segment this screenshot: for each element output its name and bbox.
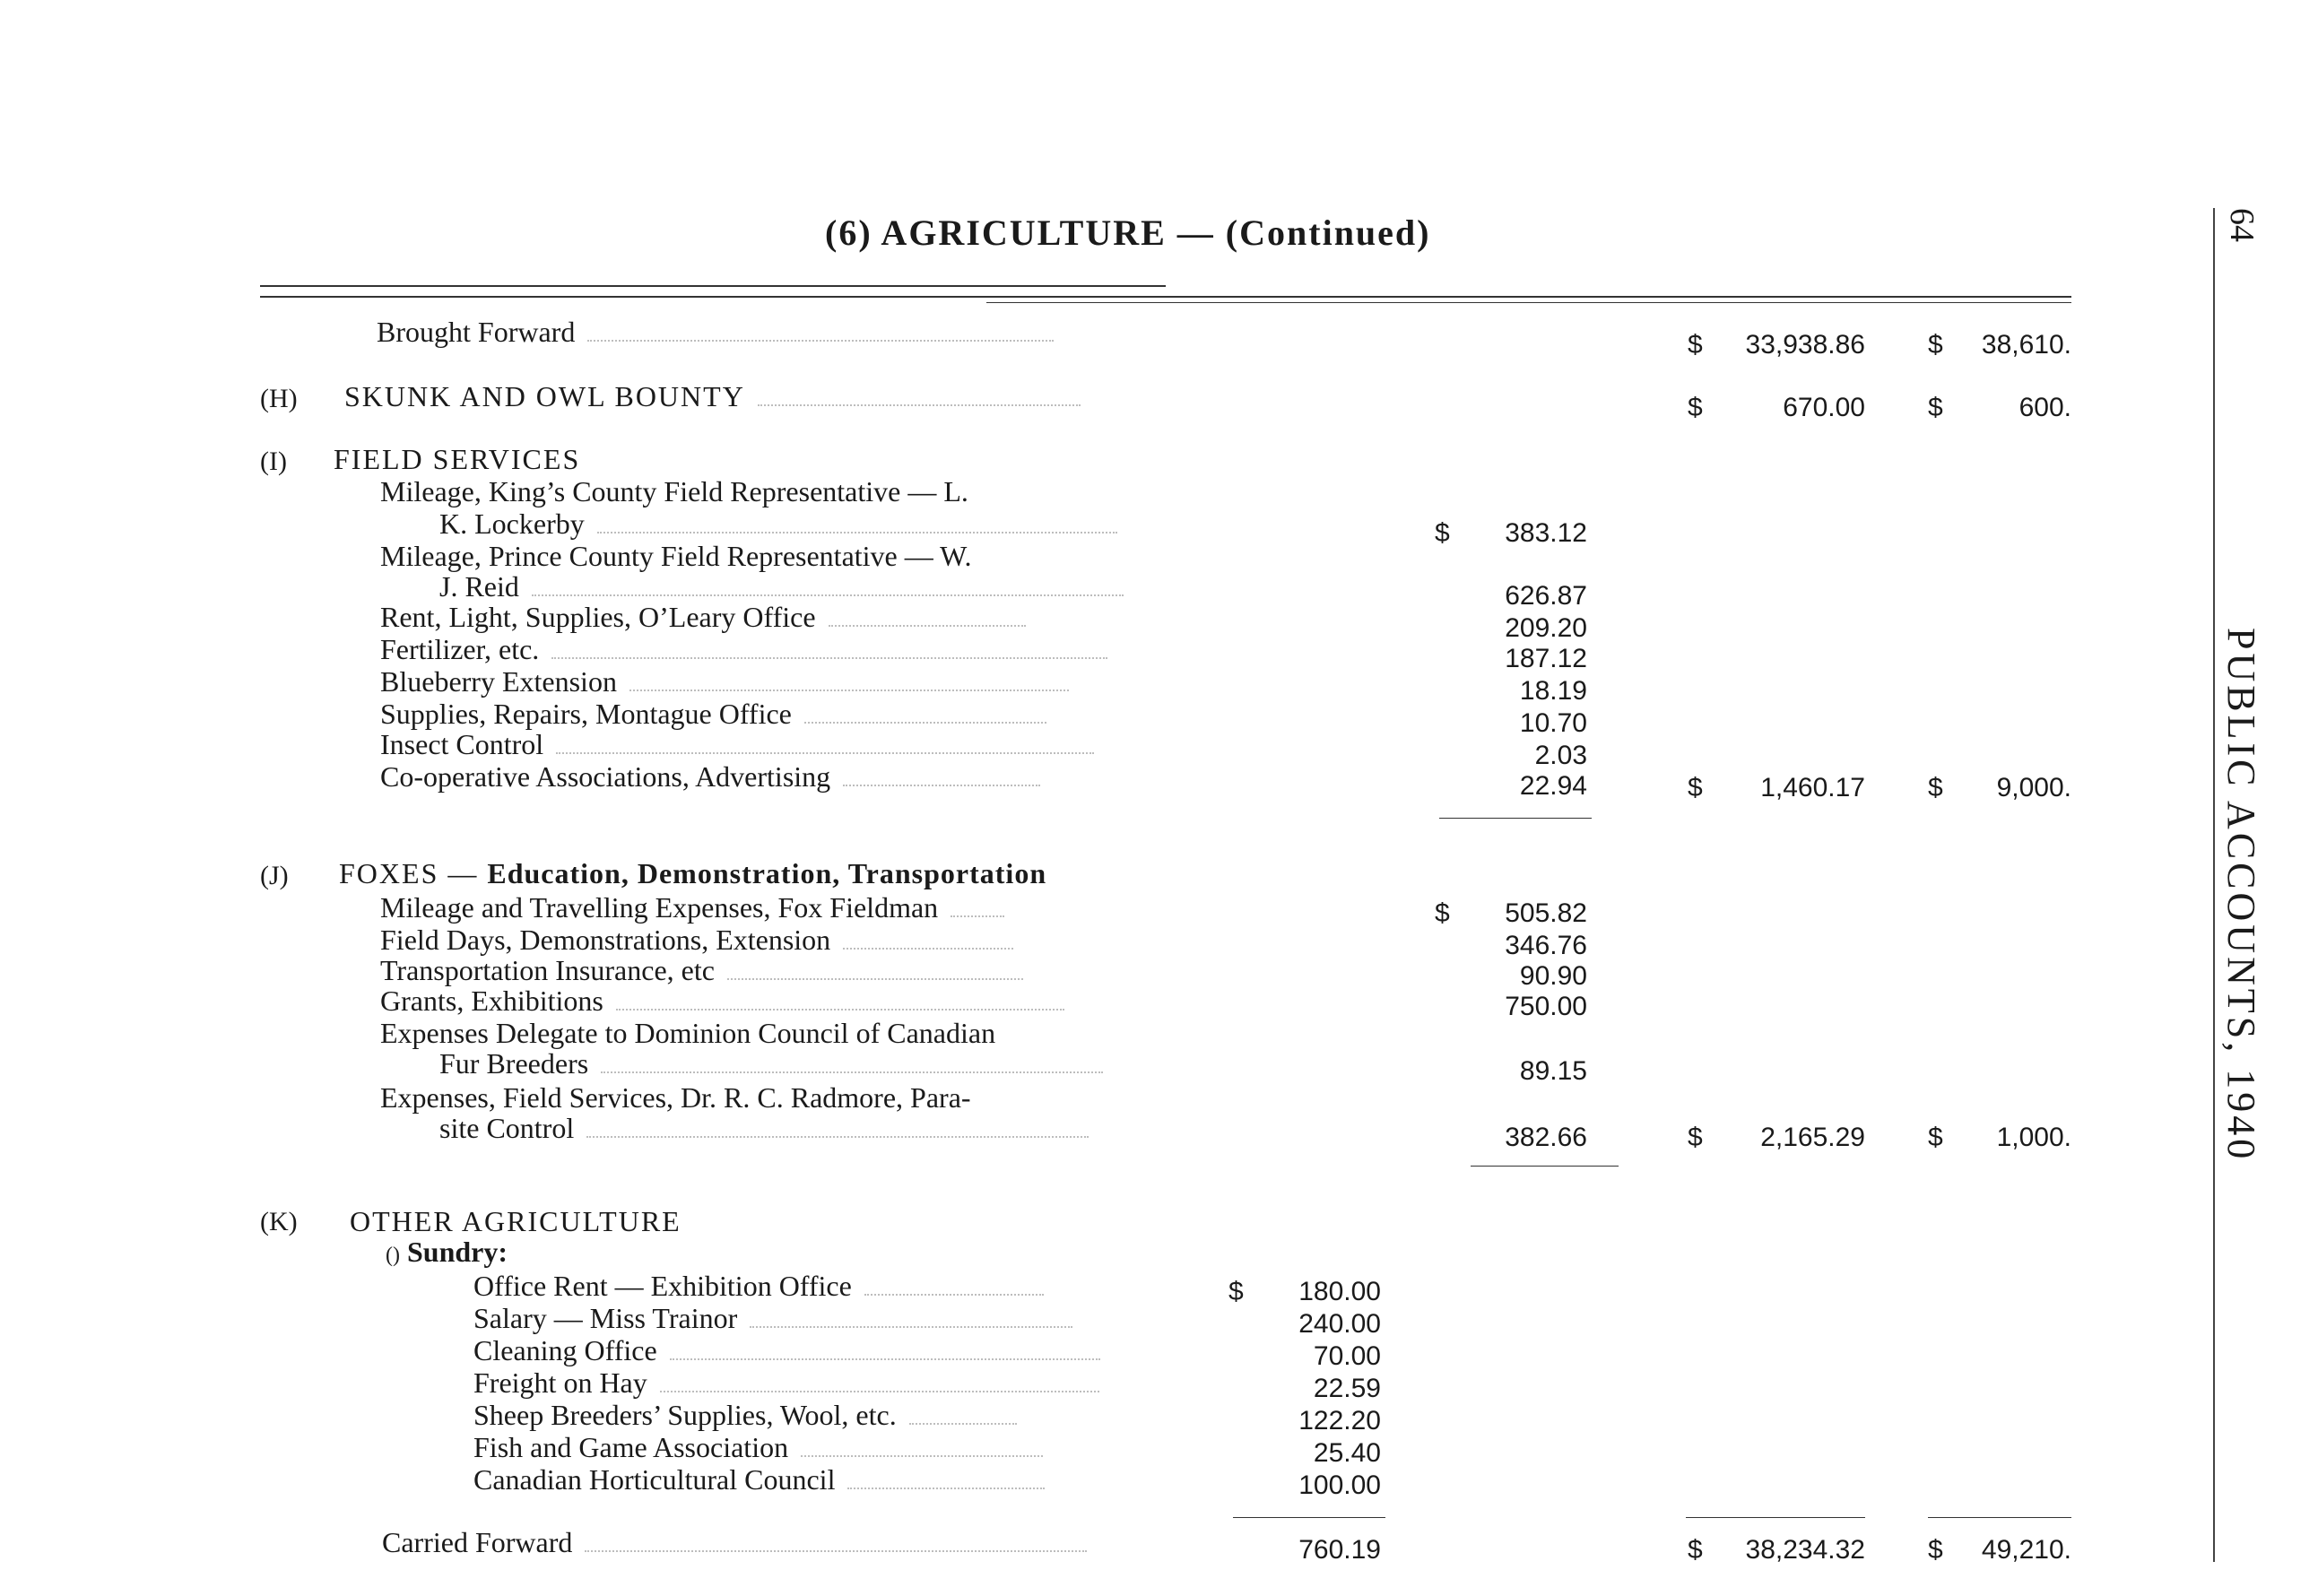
section-i-item-2-line2: J. Reid [439,570,1124,603]
title-rule-main [260,296,2071,298]
section-k-item-4-amount: 22.59 [1313,1374,1381,1403]
section-i-item-8-label: Co-operative Associations, Advertising [380,760,1040,794]
section-k-item-1-amount: 180.00 [1298,1277,1381,1306]
section-i-item-6-label: Supplies, Repairs, Montague Office [380,698,1046,731]
section-i-total: 1,460.17 [1760,773,1865,802]
section-j-subtotal-rule [1471,1166,1619,1167]
brought-forward-col4-dollar: $ [1928,330,1943,360]
section-k-item-6-label: Fish and Game Association [473,1431,1043,1464]
section-i-item-1-amount: 383.12 [1505,518,1587,548]
section-k-item-1-dollar: $ [1228,1277,1244,1306]
section-i-item-3-label: Rent, Light, Supplies, O’Leary Office [380,601,1026,634]
section-j-prev-dollar: $ [1928,1123,1943,1152]
section-i-item-7-amount: 2.03 [1534,741,1587,770]
section-j-prev: 1,000. [1996,1123,2071,1152]
section-i-item-2-amount: 626.87 [1505,581,1587,611]
section-i-item-4-label: Fertilizer, etc. [380,633,1107,666]
title-rule-sub [986,302,2071,303]
section-j-item-5-line2: Fur Breeders [439,1047,1103,1080]
page-number: 64 [2223,208,2261,242]
brought-forward-col4: 38,610. [1981,330,2071,360]
margin-rule [2213,208,2215,1562]
section-i-heading: FIELD SERVICES [334,443,581,475]
running-head: PUBLIC ACCOUNTS, 1940 [2219,628,2263,1163]
section-k-item-5-label: Sheep Breeders’ Supplies, Wool, etc. [473,1399,1017,1432]
section-i-item-4-amount: 187.12 [1505,644,1587,673]
section-j-item-6-line2: site Control [439,1112,1089,1145]
section-k-item-3-amount: 70.00 [1313,1341,1381,1371]
section-i-prev: 9,000. [1996,773,2071,802]
section-k-heading: OTHER AGRICULTURE [350,1205,682,1237]
section-j-item-1-label: Mileage and Travelling Expenses, Fox Fieldman [380,891,1004,924]
section-i-letter: (I) [260,447,287,476]
section-k-item-3-label: Cleaning Office [473,1334,1100,1367]
carried-col3-rule [1686,1517,1865,1518]
section-j-item-2-label: Field Days, Demonstrations, Extension [380,924,1013,957]
section-k-sub-heading: () Sundry: [386,1236,508,1268]
carried-forward-col3-dollar: $ [1688,1535,1703,1565]
carried-forward-col4: 49,210. [1981,1535,2071,1565]
section-j-letter: (J) [260,861,289,890]
section-i-item-2-line1: Mileage, Prince County Field Representative — W. [380,540,972,572]
section-j-item-3-amount: 90.90 [1519,961,1587,991]
section-k-item-2-amount: 240.00 [1298,1309,1381,1339]
section-i-item-1-line2: K. Lockerby [439,507,1117,541]
section-h-col3: 670.00 [1783,393,1865,422]
section-j-item-2-amount: 346.76 [1505,931,1587,960]
section-k-item-7-amount: 100.00 [1298,1470,1381,1500]
section-h-col4-dollar: $ [1928,393,1943,422]
section-i-item-5-amount: 18.19 [1519,676,1587,706]
section-j-item-4-label: Grants, Exhibitions [380,984,1064,1018]
section-j-item-6-amount: 382.66 [1505,1123,1587,1152]
section-i-prev-dollar: $ [1928,773,1943,802]
section-j-item-5-amount: 89.15 [1519,1056,1587,1086]
title-rule-top [260,285,1166,287]
section-i-item-3-amount: 209.20 [1505,613,1587,643]
section-i-subtotal-rule [1439,818,1592,819]
section-j-total-dollar: $ [1688,1123,1703,1152]
brought-forward-col3-dollar: $ [1688,330,1703,360]
section-h-col4: 600. [2018,393,2071,422]
section-h-letter: (H) [260,384,298,413]
section-j-item-4-amount: 750.00 [1505,992,1587,1021]
section-j-item-6-line1: Expenses, Field Services, Dr. R. C. Radmore, Para- [380,1081,971,1114]
section-i-item-8-amount: 22.94 [1519,771,1587,801]
section-h-col3-dollar: $ [1688,393,1703,422]
section-i-item-7-label: Insect Control [380,728,1094,761]
section-i-item-1-dollar: $ [1435,518,1450,548]
carried-forward-label: Carried Forward [382,1526,1087,1559]
page-title: (6) AGRICULTURE — (Continued) [825,213,1431,253]
section-i-item-1-line1: Mileage, King’s County Field Representative — L. [380,475,968,507]
section-j-item-5-line1: Expenses Delegate to Dominion Council of Canadian [380,1017,996,1049]
brought-forward-label: Brought Forward [377,316,1054,349]
section-j-item-1-amount: 505.82 [1505,898,1587,928]
carried-forward-col4-dollar: $ [1928,1535,1943,1565]
section-i-item-5-label: Blueberry Extension [380,665,1069,698]
carried-col4-rule [1928,1517,2071,1518]
section-j-total: 2,165.29 [1760,1123,1865,1152]
section-i-item-6-amount: 10.70 [1519,708,1587,738]
carried-forward-col1: 760.19 [1298,1535,1381,1565]
section-j-heading: FOXES — Education, Demonstration, Transportation [339,857,1047,889]
section-k-letter: (K) [260,1207,298,1236]
section-k-item-2-label: Salary — Miss Trainor [473,1302,1072,1335]
section-k-item-5-amount: 122.20 [1298,1406,1381,1436]
section-k-item-4-label: Freight on Hay [473,1366,1099,1400]
section-k-item-6-amount: 25.40 [1313,1438,1381,1468]
section-j-item-1-dollar: $ [1435,898,1450,928]
section-i-total-dollar: $ [1688,773,1703,802]
section-k-item-1-label: Office Rent — Exhibition Office [473,1270,1044,1303]
carried-forward-col3: 38,234.32 [1745,1535,1865,1565]
section-k-subtotal-rule [1233,1517,1385,1518]
brought-forward-col3: 33,938.86 [1745,330,1865,360]
section-j-item-3-label: Transportation Insurance, etc [380,954,1023,987]
section-h-heading: SKUNK AND OWL BOUNTY [344,380,1081,413]
section-k-item-7-label: Canadian Horticultural Council [473,1463,1045,1496]
